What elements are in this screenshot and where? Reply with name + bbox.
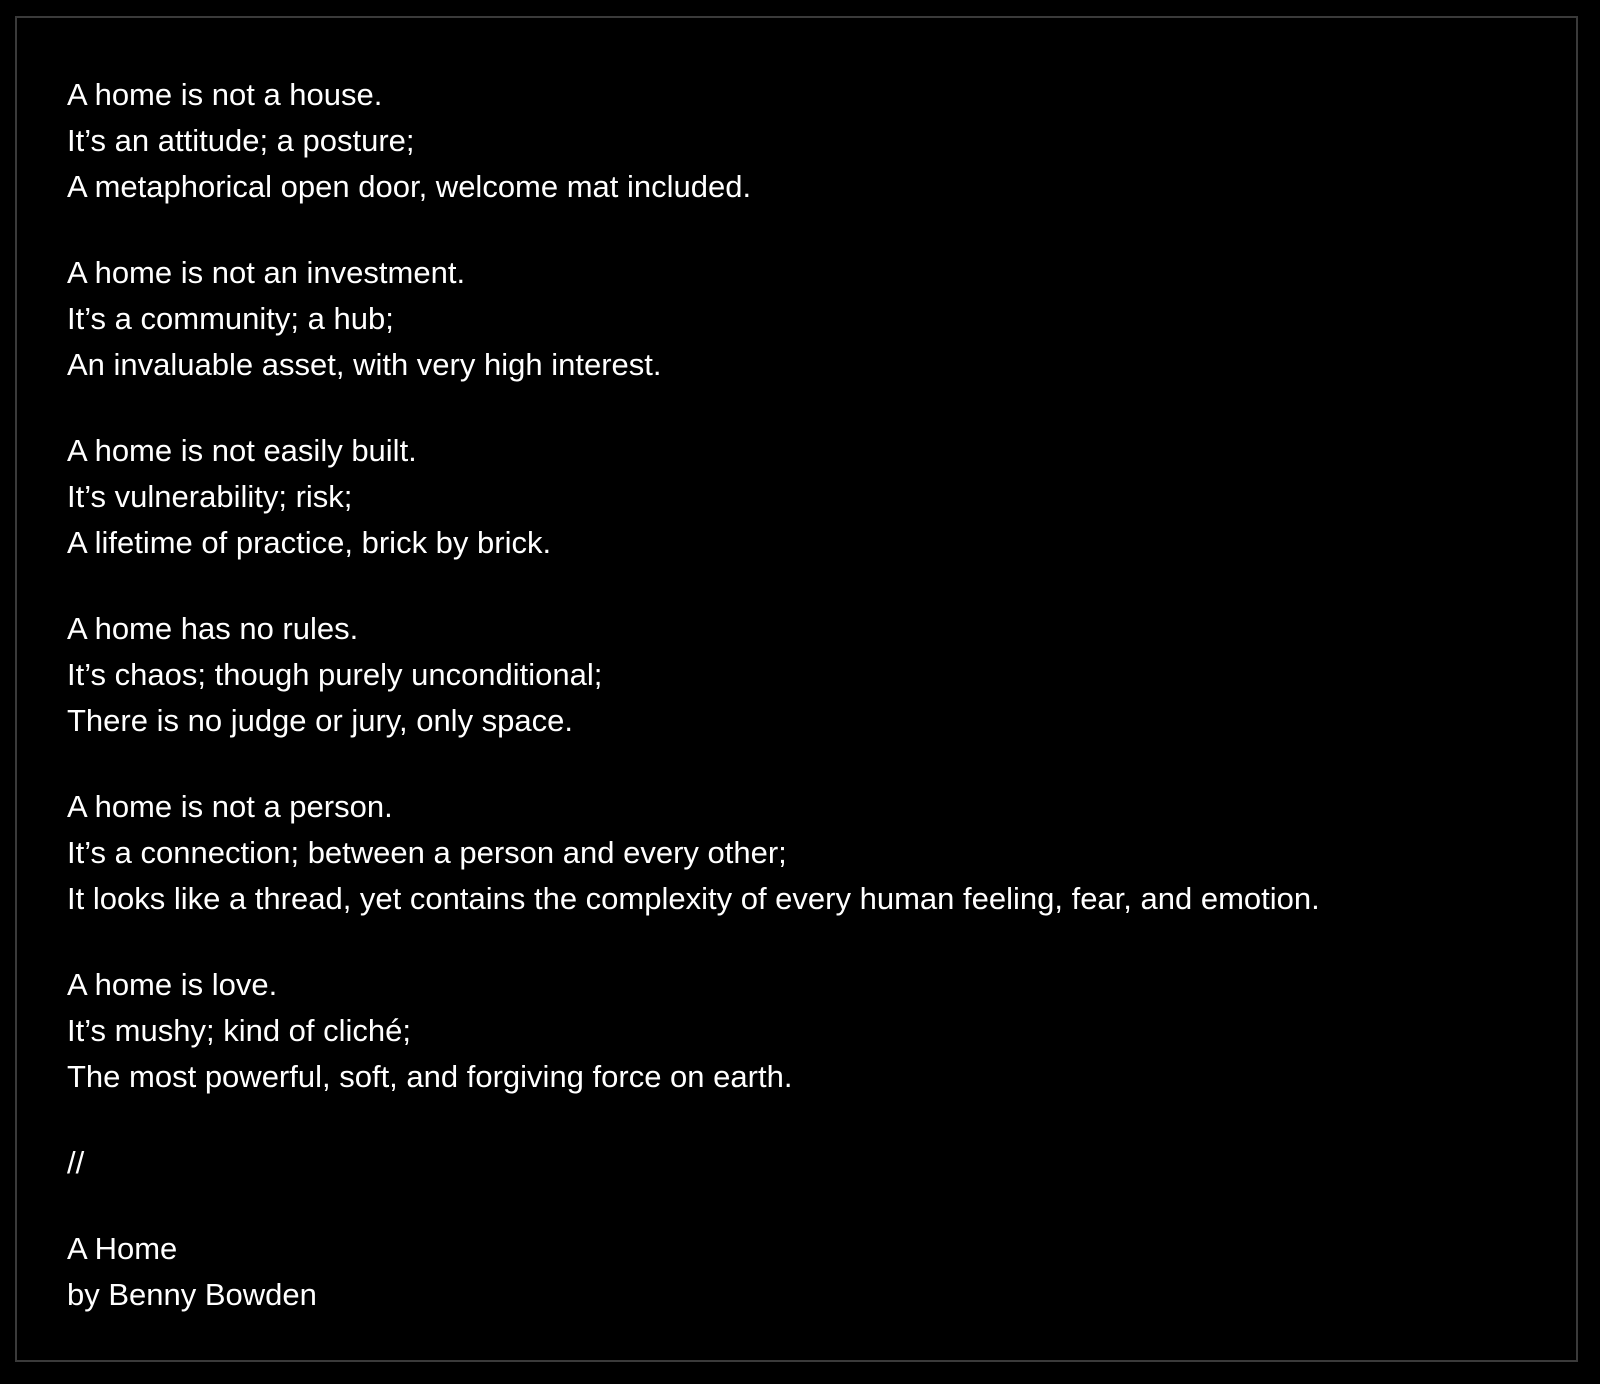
- stanza-1: [67, 72, 1320, 210]
- poem-line: A lifetime of practice, brick by brick.: [67, 525, 552, 560]
- poem-line: It’s mushy; kind of cliché;: [67, 1013, 412, 1048]
- poem-line: It’s a community; a hub;: [67, 301, 394, 336]
- poem-line: It’s vulnerability; risk;: [67, 479, 353, 514]
- poem-line: A metaphorical open door, welcome mat included.: [67, 169, 752, 204]
- stanza-3: [67, 428, 1320, 566]
- poem-title: A Home: [67, 1231, 178, 1266]
- poem-line: A home is not easily built.: [67, 433, 417, 468]
- section-divider: //: [67, 1145, 85, 1180]
- poem-frame: [15, 16, 1578, 1362]
- poem-line: It’s chaos; though purely unconditional;: [67, 657, 603, 692]
- poem-line: It’s a connection; between a person and every other;: [67, 835, 787, 870]
- poem-line: An invaluable asset, with very high interest.: [67, 347, 662, 382]
- poem-line: A home is not an investment.: [67, 255, 466, 290]
- stanza-4: [67, 606, 1320, 744]
- poem-line: There is no judge or jury, only space.: [67, 703, 574, 738]
- stanza-2: [67, 250, 1320, 388]
- poem-line: It’s an attitude; a posture;: [67, 123, 415, 158]
- poem-line: It looks like a thread, yet contains the complexity of every human feeling, fear, and emotion.: [67, 881, 1320, 916]
- stanza-6: [67, 962, 1320, 1100]
- poem-line: A home has no rules.: [67, 611, 359, 646]
- poem-line: A home is not a person.: [67, 789, 393, 824]
- poem-line: A home is love.: [67, 967, 278, 1002]
- stanza-5: [67, 784, 1320, 922]
- poem-line: The most powerful, soft, and forgiving force on earth.: [67, 1059, 793, 1094]
- poem-credits: [67, 1226, 1320, 1318]
- poem-byline: by Benny Bowden: [67, 1277, 317, 1312]
- poem-body: [67, 72, 1320, 1318]
- poem-line: A home is not a house.: [67, 77, 383, 112]
